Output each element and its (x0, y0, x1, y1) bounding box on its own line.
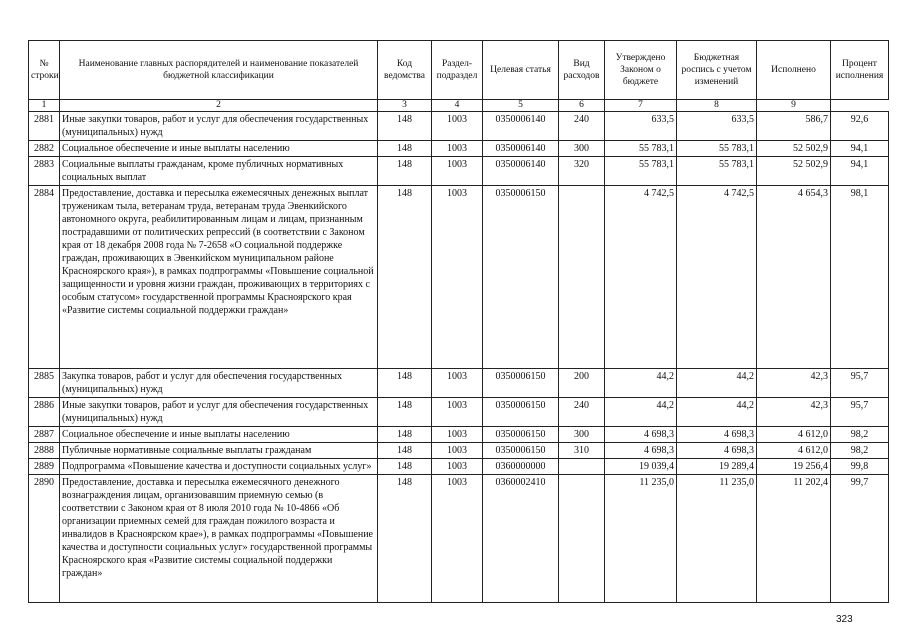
row-approved: 4 698,3 (605, 443, 677, 459)
budget-execution-table (28, 40, 889, 603)
table-row (29, 369, 889, 398)
row-article: 0350006140 (483, 112, 559, 141)
row-dept: 148 (378, 398, 432, 427)
row-section: 1003 (432, 427, 483, 443)
row-section: 1003 (432, 112, 483, 141)
column-number: 5 (483, 100, 559, 112)
row-executed: 19 256,4 (757, 459, 831, 475)
row-name: Иные закупки товаров, работ и услуг для обеспечения государственных (муниципальных) нужд (60, 398, 378, 427)
table-row (29, 398, 889, 427)
row-article: 0350006150 (483, 369, 559, 398)
row-section: 1003 (432, 443, 483, 459)
row-section: 1003 (432, 141, 483, 157)
row-article: 0350006150 (483, 443, 559, 459)
row-number: 2881 (29, 112, 60, 141)
row-section: 1003 (432, 398, 483, 427)
row-percent: 92,6 (831, 112, 889, 141)
row-budget: 4 742,5 (677, 186, 757, 369)
row-percent: 98,2 (831, 443, 889, 459)
row-exp-type: 310 (559, 443, 605, 459)
column-number: 9 (757, 100, 831, 112)
row-article: 0360002410 (483, 475, 559, 603)
row-executed: 52 502,9 (757, 141, 831, 157)
column-number: 7 (605, 100, 677, 112)
row-article: 0350006140 (483, 141, 559, 157)
row-approved: 11 235,0 (605, 475, 677, 603)
row-dept: 148 (378, 141, 432, 157)
row-exp-type: 300 (559, 141, 605, 157)
row-section: 1003 (432, 369, 483, 398)
column-number: 8 (677, 100, 757, 112)
row-dept: 148 (378, 157, 432, 186)
row-budget: 19 289,4 (677, 459, 757, 475)
row-dept: 148 (378, 459, 432, 475)
column-number: 3 (378, 100, 432, 112)
row-approved: 19 039,4 (605, 459, 677, 475)
row-name: Закупка товаров, работ и услуг для обеспечения государственных (муниципальных) нужд (60, 369, 378, 398)
row-exp-type (559, 459, 605, 475)
row-percent: 98,2 (831, 427, 889, 443)
row-dept: 148 (378, 443, 432, 459)
row-section: 1003 (432, 186, 483, 369)
row-percent: 94,1 (831, 141, 889, 157)
row-dept: 148 (378, 186, 432, 369)
row-name: Иные закупки товаров, работ и услуг для обеспечения государственных (муниципальных) нужд (60, 112, 378, 141)
header-row-no: № строки (29, 41, 60, 100)
row-exp-type (559, 186, 605, 369)
row-percent: 98,1 (831, 186, 889, 369)
row-exp-type (559, 475, 605, 603)
row-name: Социальные выплаты гражданам, кроме публичных нормативных социальных выплат (60, 157, 378, 186)
row-name: Социальное обеспечение и иные выплаты населению (60, 141, 378, 157)
row-name: Социальное обеспечение и иные выплаты населению (60, 427, 378, 443)
row-executed: 4 612,0 (757, 443, 831, 459)
table-row (29, 459, 889, 475)
row-dept: 148 (378, 369, 432, 398)
row-budget: 44,2 (677, 369, 757, 398)
row-percent: 94,1 (831, 157, 889, 186)
row-percent: 99,8 (831, 459, 889, 475)
table-row (29, 443, 889, 459)
row-executed: 42,3 (757, 398, 831, 427)
column-number-row (29, 100, 889, 112)
header-percent: Процент исполнения (831, 41, 889, 100)
row-exp-type: 320 (559, 157, 605, 186)
table-row (29, 475, 889, 603)
row-article: 0350006150 (483, 186, 559, 369)
row-number: 2885 (29, 369, 60, 398)
header-exp-type: Вид расходов (559, 41, 605, 100)
row-exp-type: 240 (559, 112, 605, 141)
row-budget: 11 235,0 (677, 475, 757, 603)
row-exp-type: 300 (559, 427, 605, 443)
row-executed: 586,7 (757, 112, 831, 141)
row-executed: 11 202,4 (757, 475, 831, 603)
row-budget: 55 783,1 (677, 157, 757, 186)
column-number: 6 (559, 100, 605, 112)
header-executed: Исполнено (757, 41, 831, 100)
column-number: 2 (60, 100, 378, 112)
row-article: 0360000000 (483, 459, 559, 475)
row-number: 2887 (29, 427, 60, 443)
header-name: Наименование главных распорядителей и наименование показателей бюджетной классификации (60, 41, 378, 100)
row-number: 2886 (29, 398, 60, 427)
header-article: Целевая статья (483, 41, 559, 100)
table-row (29, 186, 889, 369)
row-number: 2882 (29, 141, 60, 157)
row-dept: 148 (378, 475, 432, 603)
row-name: Публичные нормативные социальные выплаты гражданам (60, 443, 378, 459)
row-approved: 4 742,5 (605, 186, 677, 369)
row-section: 1003 (432, 459, 483, 475)
row-dept: 148 (378, 112, 432, 141)
row-approved: 44,2 (605, 398, 677, 427)
row-name: Предоставление, доставка и пересылка ежемесячных денежных выплат труженикам тыла, ветеранам труда, ветеранам труда Эвенкийского автономного округа, реабилитированным лицам и лицам, признанным пострадавшими от политических репрессий (в соответствии с Законом края от 18 декабря 2008 года № 7-2658 «О социальной поддержке граждан, проживающих в Эвенкийском муниципальном районе Красноярского края»), в рамках подпрограммы «Повышение социальной защищенности и уровня жизни граждан, проживающих в территориях с особым статусом» государственной программы Красноярского края «Развитие системы социальной поддержки граждан» (60, 186, 378, 369)
row-number: 2888 (29, 443, 60, 459)
row-executed: 42,3 (757, 369, 831, 398)
row-exp-type: 240 (559, 398, 605, 427)
row-number: 2890 (29, 475, 60, 603)
row-section: 1003 (432, 157, 483, 186)
row-percent: 95,7 (831, 369, 889, 398)
row-approved: 4 698,3 (605, 427, 677, 443)
row-name: Предоставление, доставка и пересылка ежемесячного денежного вознаграждения лицам, организовавшим приемную семью (в соответствии с Законом края от 8 июля 2010 года № 10-4866 «Об организации приемных семей для граждан пожилого возраста и инвалидов в Красноярском крае»), в рамках подпрограммы «Повышение качества и доступности социальных услуг» государственной программы Красноярского края «Развитие системы социальной поддержки граждан» (60, 475, 378, 603)
header-row (29, 41, 889, 100)
row-article: 0350006140 (483, 157, 559, 186)
row-number: 2883 (29, 157, 60, 186)
row-percent: 95,7 (831, 398, 889, 427)
row-article: 0350006150 (483, 398, 559, 427)
row-number: 2889 (29, 459, 60, 475)
row-budget: 4 698,3 (677, 427, 757, 443)
row-executed: 4 612,0 (757, 427, 831, 443)
row-budget: 633,5 (677, 112, 757, 141)
row-number: 2884 (29, 186, 60, 369)
row-executed: 52 502,9 (757, 157, 831, 186)
row-name: Подпрограмма «Повышение качества и доступности социальных услуг» (60, 459, 378, 475)
header-dept: Код ведомства (378, 41, 432, 100)
row-approved: 44,2 (605, 369, 677, 398)
table-row (29, 141, 889, 157)
table-row (29, 157, 889, 186)
row-budget: 55 783,1 (677, 141, 757, 157)
row-approved: 633,5 (605, 112, 677, 141)
row-section: 1003 (432, 475, 483, 603)
row-exp-type: 200 (559, 369, 605, 398)
column-number: 4 (432, 100, 483, 112)
header-approved: Утверждено Законом о бюджете (605, 41, 677, 100)
row-article: 0350006150 (483, 427, 559, 443)
row-budget: 44,2 (677, 398, 757, 427)
header-budget: Бюджетная роспись с учетом изменений (677, 41, 757, 100)
row-executed: 4 654,3 (757, 186, 831, 369)
column-number: 1 (29, 100, 60, 112)
table-row (29, 427, 889, 443)
header-section: Раздел-подраздел (432, 41, 483, 100)
row-approved: 55 783,1 (605, 157, 677, 186)
page-number: 323 (836, 614, 853, 625)
table-row (29, 112, 889, 141)
row-dept: 148 (378, 427, 432, 443)
row-budget: 4 698,3 (677, 443, 757, 459)
row-approved: 55 783,1 (605, 141, 677, 157)
row-percent: 99,7 (831, 475, 889, 603)
